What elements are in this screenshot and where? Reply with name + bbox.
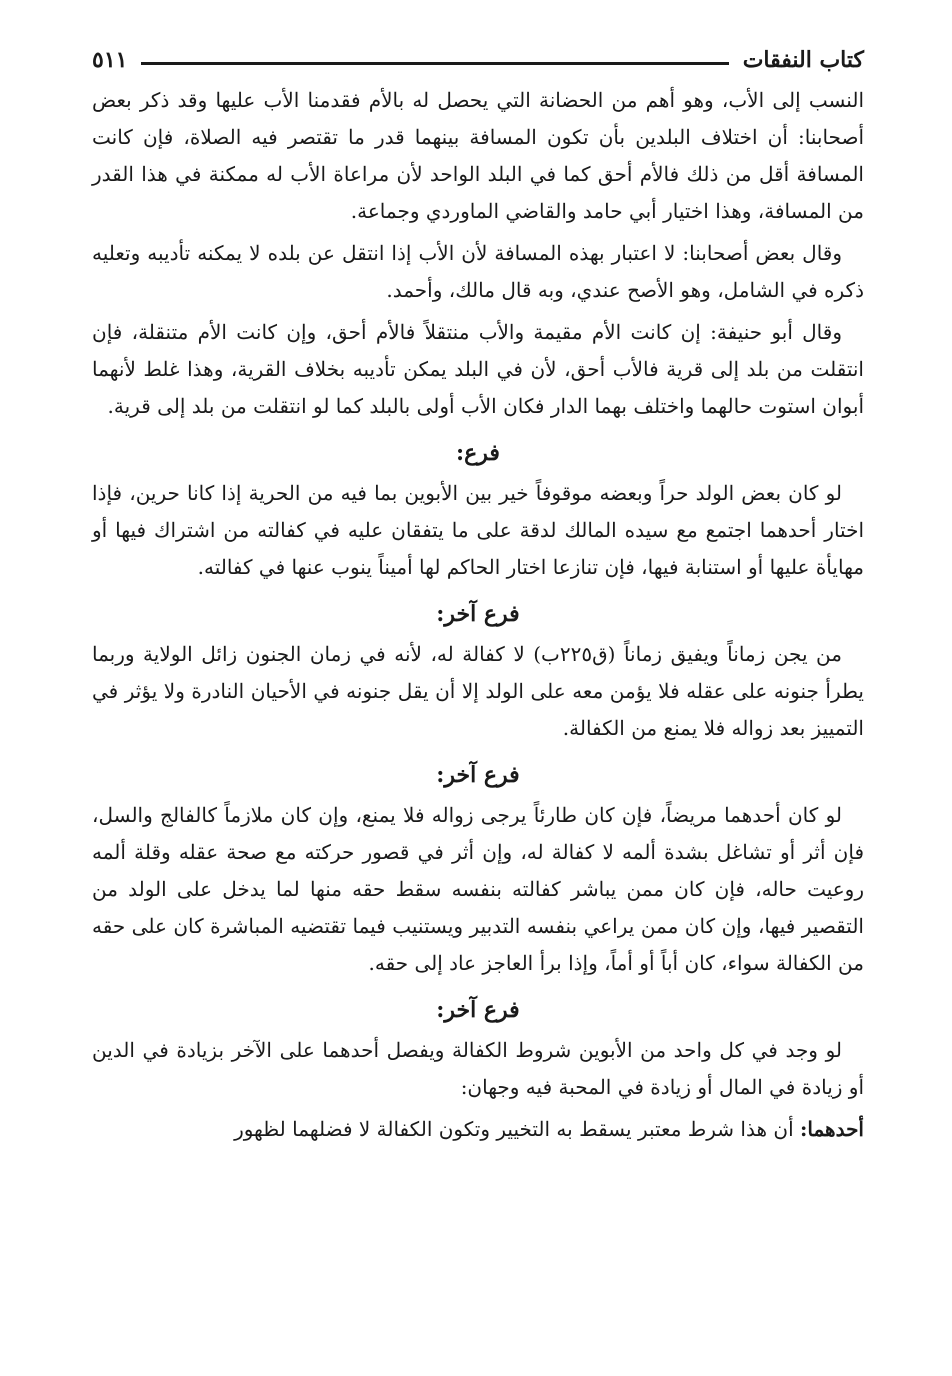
header-rule — [141, 62, 728, 65]
section-heading: فرع: — [456, 440, 500, 466]
section-heading: فرع آخر: — [436, 601, 520, 627]
page-number: ٥١١ — [92, 47, 128, 73]
paragraph-first-opinion — [92, 1111, 864, 1148]
running-title: كتاب النفقات — [742, 47, 864, 73]
book-page — [92, 40, 864, 1153]
page-body — [92, 82, 864, 1148]
section-heading: فرع آخر: — [436, 997, 520, 1023]
paragraph: وقال أبو حنيفة: إن كانت الأم مقيمة والأب منتقلاً فالأم أحق، وإن كانت الأم متنقلة، فإن انتقلت من بلد إلى قرية فالأب أحق، لأن في البلد يمكن تأديبه بخلاف القرية، وهذا غلط لأنهما أبوان استوت حالهما واختلف بهما الدار فكان الأب أولى بالبلد كما لو انتقلت من بلد إلى قرية. — [92, 320, 864, 418]
opinion-text: أن هذا شرط معتبر يسقط به التخيير وتكون الكفالة لا فضلهما لظهور — [234, 1117, 800, 1141]
opinion-label: أحدهما: — [799, 1117, 864, 1141]
paragraph: النسب إلى الأب، وهو أهم من الحضانة التي يحصل له بالأم فقدمنا الأب عليها وقد ذكر بعض أصحابنا: أن اختلاف البلدين بأن تكون المسافة بينهما قدر ما تقتصر فيه الصلاة، فإن كانت المسافة أقل من ذلك فالأم أحق كما في البلد الواحد لأن مراعاة الأب له ممكنة في هذا القدر من المسافة، وهذا اختيار أبي حامد والقاضي الماوردي وجماعة. — [92, 88, 864, 223]
section-heading: فرع آخر: — [436, 762, 520, 788]
paragraph: لو كان أحدهما مريضاً، فإن كان طارئاً يرجى زواله فلا يمنع، وإن كان ملازماً كالفالج والسل، فإن أثر أو تشاغل بشدة ألمه لا كفالة له، وإن أثر في قصور حركته مع صحة عقله وقلة ألمه روعيت حاله، فإن كان ممن يباشر كفالته بنفسه سقط حقه منها لما يدخل على الولد من التقصير فيها، وإن كان ممن يراعي بنفسه التدبير ويستنيب فيما تقتضيه المباشرة كان على حقه من الكفالة سواء، كان أباً أو أماً، وإذا برأ العاجز عاد إلى حقه. — [92, 803, 865, 975]
paragraph: من يجن زماناً ويفيق زماناً (ق٢٢٥ب) لا كفالة له، لأنه في زمان الجنون زائل الولاية وربما يطرأ جنونه على عقله فلا يؤمن معه على الولد إلا أن يقل جنونه في الأحيان النادرة ولا يؤثر في التمييز بعد زواله فلا يمنع من الكفالة. — [92, 642, 864, 740]
page-header — [92, 40, 864, 80]
paragraph: لو وجد في كل واحد من الأبوين شروط الكفالة ويفصل أحدهما على الآخر بزيادة في الدين أو زيادة في المال أو زيادة في المحبة فيه وجهان: — [92, 1038, 864, 1099]
paragraph: وقال بعض أصحابنا: لا اعتبار بهذه المسافة لأن الأب إذا انتقل عن بلده لا يمكنه تأديبه وتعليه ذكره في الشامل، وهو الأصح عندي، وبه قال مالك، وأحمد. — [92, 241, 864, 302]
paragraph: لو كان بعض الولد حراً وبعضه موقوفاً خير بين الأبوين بما فيه من الحرية إذا كانا حرين، فإذا اختار أحدهما اجتمع مع سيده المالك لدقة على ما يتفقان عليه في كفالته من اشتراك فيها أو مهايأة عليها أو استنابة فيها، فإن تنازعا اختار الحاكم لها أميناً ينوب عنها في كفالته. — [92, 481, 864, 579]
